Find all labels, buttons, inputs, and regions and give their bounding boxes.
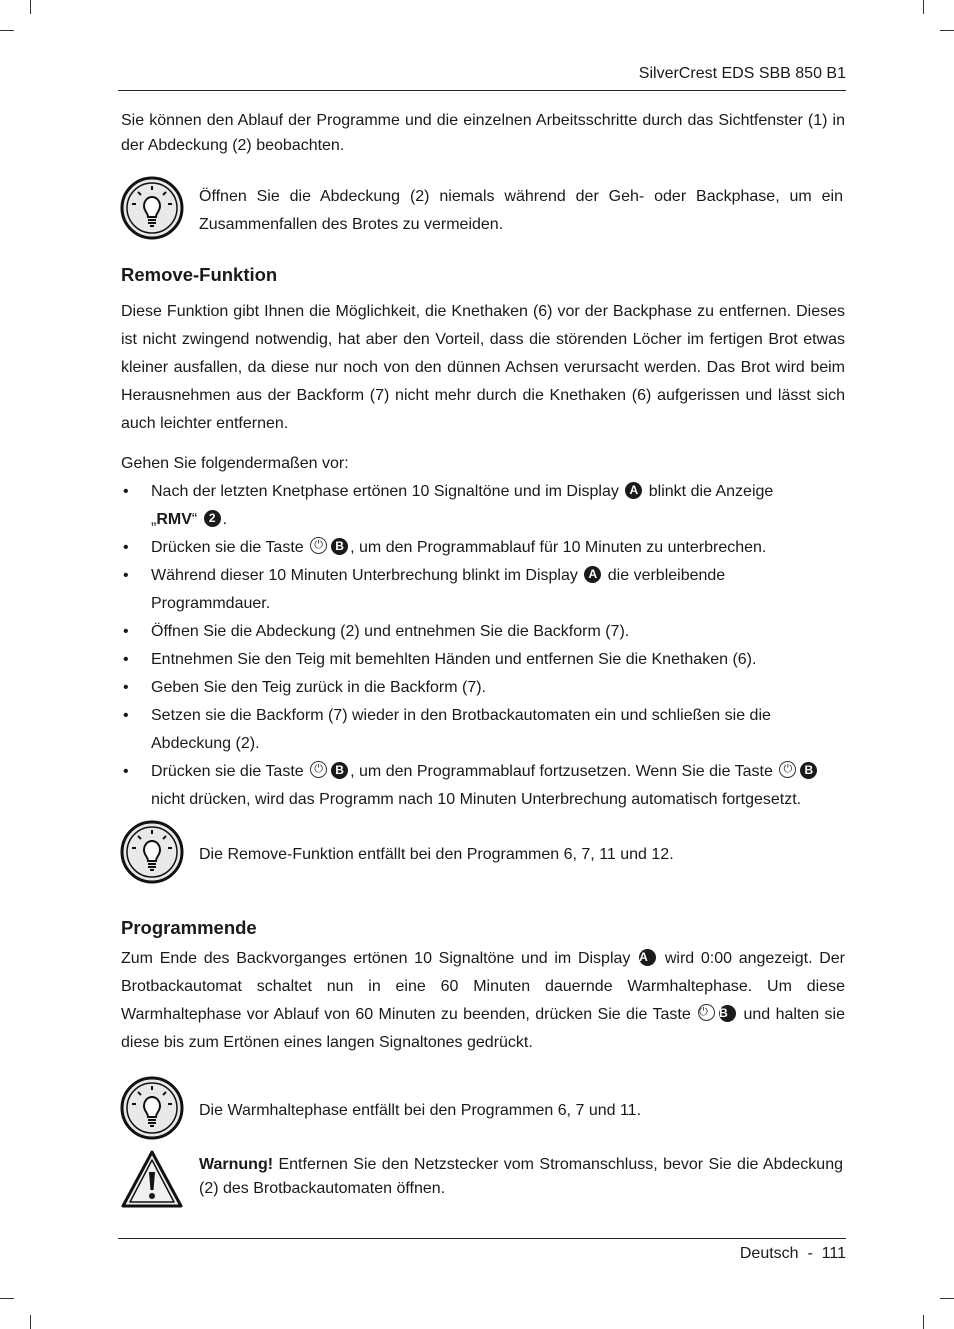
step-text: , um den Programmablauf für 10 Minuten zu unterbrechen. [350,539,767,556]
step-text: die verbleibende Programmdauer. [151,567,726,612]
warning-triangle-icon [120,1148,184,1212]
step-text: nicht drücken, wird das Programm nach 10 Minuten Unterbrechung automatisch fortgesetzt. [151,791,802,808]
page-header [118,62,846,91]
button-b-icon: B [719,1005,736,1022]
button-b-icon: B [331,762,348,779]
bullet: • [123,539,129,556]
quote-open: „ [151,511,157,528]
power-icon: ⏻ [779,761,796,778]
crop-mark [940,1298,954,1299]
intro-paragraph: Sie können den Ablauf der Programme und die einzelnen Arbeitsschritte durch das Sichtfenster (1) in der Abdeckung (2) beobachten. [121,112,845,154]
display-a-icon: A [639,949,656,966]
quote-close: “ [191,511,198,528]
power-icon: ⏻ [698,1004,715,1021]
rmv-label: RMV [156,511,192,528]
bullet: • [123,707,129,724]
power-icon: ⏻ [310,537,327,554]
bullet: • [123,567,129,584]
number-2-icon: 2 [204,510,221,527]
list-item [121,562,845,618]
step-text: blinkt die Anzeige [648,483,774,500]
display-a-icon: A [584,566,601,583]
programmende-paragraph [121,945,845,1057]
header-title: SilverCrest EDS SBB 850 B1 [638,65,846,82]
lightbulb-tip-icon [120,820,184,884]
button-b-icon: B [331,538,348,555]
lightbulb-tip-icon [120,176,184,240]
step-text: Setzen sie die Backform (7) wieder in den Brotbackautomaten ein und schließen sie die Abdeckung (2). [151,707,771,752]
display-a-icon: A [625,482,642,499]
bullet: • [123,651,129,668]
list-item [121,702,845,758]
lightbulb-tip-icon [120,1076,184,1140]
list-item [121,618,845,646]
footer-page-number: Deutsch - 111 [739,1245,846,1262]
page-footer [118,1238,846,1269]
step-text: Entnehmen Sie den Teig mit bemehlten Händen und entfernen Sie die Knethaken (6). [151,651,757,668]
list-item [121,646,845,674]
list-item [121,758,845,814]
bullet: • [123,623,129,640]
step-text: , um den Programmablauf fortzusetzen. Wenn Sie die Taste [350,763,773,780]
crop-mark [0,1298,14,1299]
bullet: • [123,763,129,780]
list-item [121,674,845,702]
power-icon: ⏻ [310,761,327,778]
ende-text: Zum Ende des Backvorganges ertönen 10 Signaltöne und im Display [121,950,631,967]
ende-text: und halten sie diese bis zum Ertönen eines langen Signaltones gedrückt. [121,1006,845,1051]
button-b-icon: B [800,762,817,779]
steps-intro: Gehen Sie folgendermaßen vor: [121,455,349,472]
heading-programmende: Programmende [121,917,257,938]
note-warmhalte-programs: Die Warmhaltephase entfällt bei den Programmen 6, 7 und 11. [199,1102,642,1119]
step-text: Öffnen Sie die Abdeckung (2) und entnehmen Sie die Backform (7). [151,623,630,640]
warning-text: Entfernen Sie den Netzstecker vom Stromanschluss, bevor Sie die Abdeckung (2) des Brotbackautomaten öffnen. [199,1156,843,1197]
bullet: • [123,483,129,500]
ende-text: wird 0:00 angezeigt. Der Brotbackautomat schaltet nun in eine 60 Minuten dauernde Warmhaltephase. Um diese Warmhaltephase vor Ablauf von 60 Minuten zu beenden, drücken Sie die Taste [121,950,846,1023]
list-item [121,534,845,562]
bullet: • [123,679,129,696]
heading-remove-funktion: Remove-Funktion [121,264,278,285]
crop-mark [0,30,14,31]
step-text: Drücken sie die Taste [151,539,304,556]
steps-list [121,478,845,814]
warning-label: Warnung! [199,1156,274,1173]
step-text: Geben Sie den Teig zurück in die Backform (7). [151,679,486,696]
warning-paragraph [199,1153,843,1201]
list-item: • Nach der letzten Knetphase ertönen 10 Signaltöne und im Display A blinkt die Anzeige „RMV“ 2 . [121,478,845,534]
crop-mark [923,0,924,14]
crop-mark [30,1315,31,1329]
note-cover-warning: Öffnen Sie die Abdeckung (2) niemals während der Geh- oder Backphase, um ein Zusammenfallen des Brotes zu vermeiden. [199,188,843,233]
crop-mark [940,30,954,31]
crop-mark [30,0,31,14]
step-text: Drücken sie die Taste [151,763,304,780]
step-text: Nach der letzten Knetphase ertönen 10 Signaltöne und im Display [151,483,619,500]
remove-body-paragraph: Diese Funktion gibt Ihnen die Möglichkeit, die Knethaken (6) vor der Backphase zu entfernen. Dieses ist nicht zwingend notwendig, hat aber den Vorteil, dass die störenden Löcher im fertigen Brot etwas kleiner ausfallen, da diese nur noch von den dünnen Achsen verursacht werden. Das Brot wird beim Herausnehmen aus der Backform (7) nicht mehr durch die Knethaken (6) aufgerissen und lässt sich auch leichter entfernen. [121,303,845,432]
crop-mark [923,1315,924,1329]
step-text: Während dieser 10 Minuten Unterbrechung blinkt im Display [151,567,578,584]
note-remove-programs: Die Remove-Funktion entfällt bei den Programmen 6, 7, 11 und 12. [199,846,674,863]
